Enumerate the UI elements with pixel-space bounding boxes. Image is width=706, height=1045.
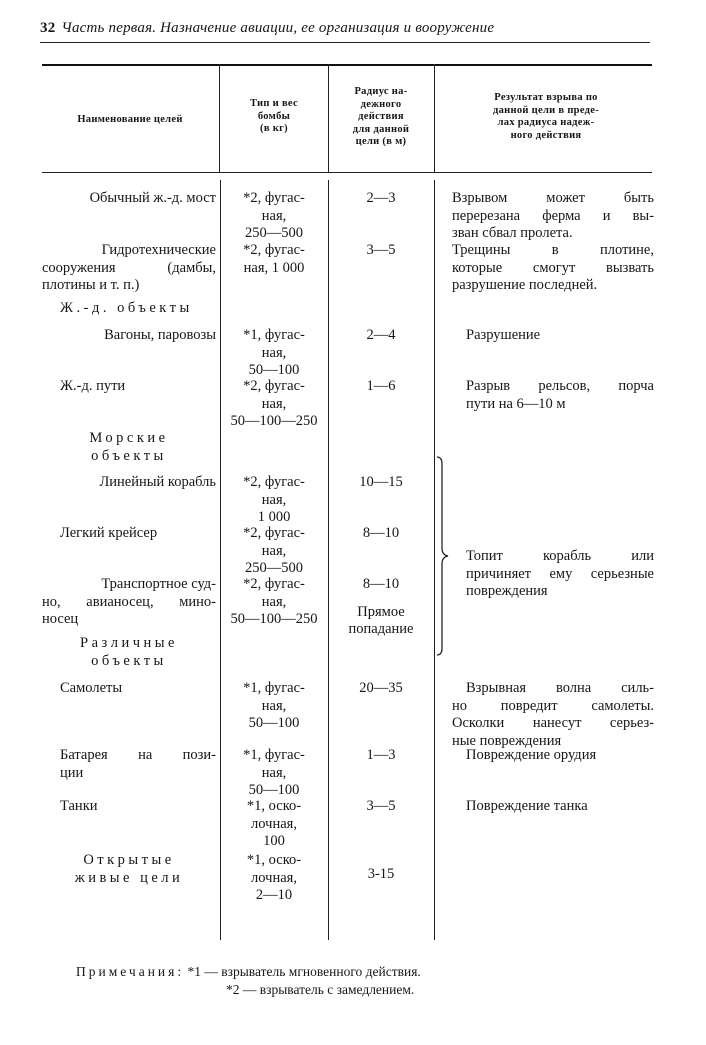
header-divider-2 <box>328 64 329 172</box>
target-name: Вагоны, паровозы <box>104 327 216 343</box>
bomb-type: *2, фугас- ная, 250—500 <box>243 525 305 576</box>
table-notes <box>76 963 421 999</box>
header-divider-1 <box>219 64 220 172</box>
radius-value: 1—3 <box>366 747 396 763</box>
bomb-type: *1, фугас- ная, 50—100 <box>243 747 305 798</box>
target-name: Самолеты <box>60 680 123 696</box>
bomb-type: *1, оско- лочная, 100 <box>246 798 302 849</box>
radius-value: 3-15 <box>367 866 395 882</box>
blast-result: Разрушение <box>466 327 541 343</box>
table-top-rule <box>42 64 652 66</box>
blast-result: Взрывная волна силь- но повредит самолеты. Осколки нанесут серьез- ные повреждения <box>452 680 654 749</box>
column-header-result: Результат взрыва по данной цели в преде- лах радиуса надеж- ного действия <box>492 92 600 141</box>
bomb-type: *2, фугас- ная, 50—100—250 <box>230 378 318 429</box>
note-item: *1 — взрыватель мгновенного действия. <box>187 964 421 979</box>
section-heading: Открытые живые цели <box>74 852 184 886</box>
blast-result: Трещины в плотине, которые смогут вызвать разрушение последней. <box>452 242 654 293</box>
header-bottom-rule <box>42 172 652 173</box>
column-header-bomb: Тип и вес бомбы (в кг) <box>250 98 298 134</box>
bomb-type: *2, фугас- ная, 1 000 <box>243 242 305 276</box>
radius-value: 20—35 <box>359 680 403 696</box>
radius-value: 3—5 <box>366 798 396 814</box>
bomb-type: *2, фугас- ная, 1 000 <box>243 474 305 525</box>
section-heading: Различные объекты <box>80 635 178 669</box>
running-header <box>40 20 650 43</box>
radius-value: 10—15 <box>359 474 403 490</box>
radius-value: 1—6 <box>366 378 396 394</box>
target-name: Ж.-д. пути <box>60 378 126 394</box>
target-name: Гидротехнические сооружения (дамбы, плотины и т. п.) <box>42 242 216 293</box>
target-name: Линейный корабль <box>99 474 216 490</box>
bomb-type: *2, фугас- ная, 50—100—250 <box>230 576 318 627</box>
target-name: Легкий крейсер <box>60 525 158 541</box>
bomb-type: *2, фугас- ная, 250—500 <box>243 190 305 241</box>
blast-result: Повреждение орудия <box>466 747 597 763</box>
column-divider-3 <box>434 180 435 940</box>
running-title: Часть первая. Назначение авиации, ее организация и вооружение <box>61 20 495 36</box>
target-name: Танки <box>60 798 98 814</box>
section-heading: Морские объекты <box>89 430 169 464</box>
target-name: Обычный ж.-д. мост <box>89 190 216 206</box>
radius-value: 2—4 <box>366 327 396 343</box>
radius-value: 2—3 <box>366 190 396 206</box>
bomb-type: *1, оско- лочная, 2—10 <box>246 852 302 903</box>
bomb-type: *1, фугас- ная, 50—100 <box>243 680 305 731</box>
target-name: Транспортное суд- но, авианосец, мино- носец <box>42 576 216 627</box>
blast-result: Разрыв рельсов, порча пути на 6—10 м <box>466 378 654 412</box>
section-heading: Ж.-д. объекты <box>60 300 193 316</box>
target-name: Батарея на пози- ции <box>60 747 216 781</box>
page-number: 32 <box>40 20 56 36</box>
radius-value: 8—10 Прямое попадание <box>348 576 414 637</box>
naval-blast-result: Топит корабль или причиняет ему серьезные повреждения <box>466 548 654 599</box>
note-item: *2 — взрыватель с замедлением. <box>226 982 415 997</box>
column-divider-1 <box>220 180 221 940</box>
blast-result: Взрывом может быть перерезана ферма и вы- зван сбвал пролета. <box>452 190 654 241</box>
bomb-type: *1, фугас- ная, 50—100 <box>243 327 305 378</box>
right-brace-icon <box>436 456 450 656</box>
blast-result: Повреждение танка <box>466 798 588 814</box>
column-header-target: Наименование целей <box>77 114 183 125</box>
radius-value: 8—10 <box>362 525 400 541</box>
column-divider-2 <box>328 180 329 940</box>
notes-label: Примечания: <box>76 964 185 979</box>
column-header-radius: Радиус на- дежного действия для данной цели (в м) <box>352 86 410 147</box>
radius-value: 3—5 <box>366 242 396 258</box>
header-divider-3 <box>434 64 435 172</box>
